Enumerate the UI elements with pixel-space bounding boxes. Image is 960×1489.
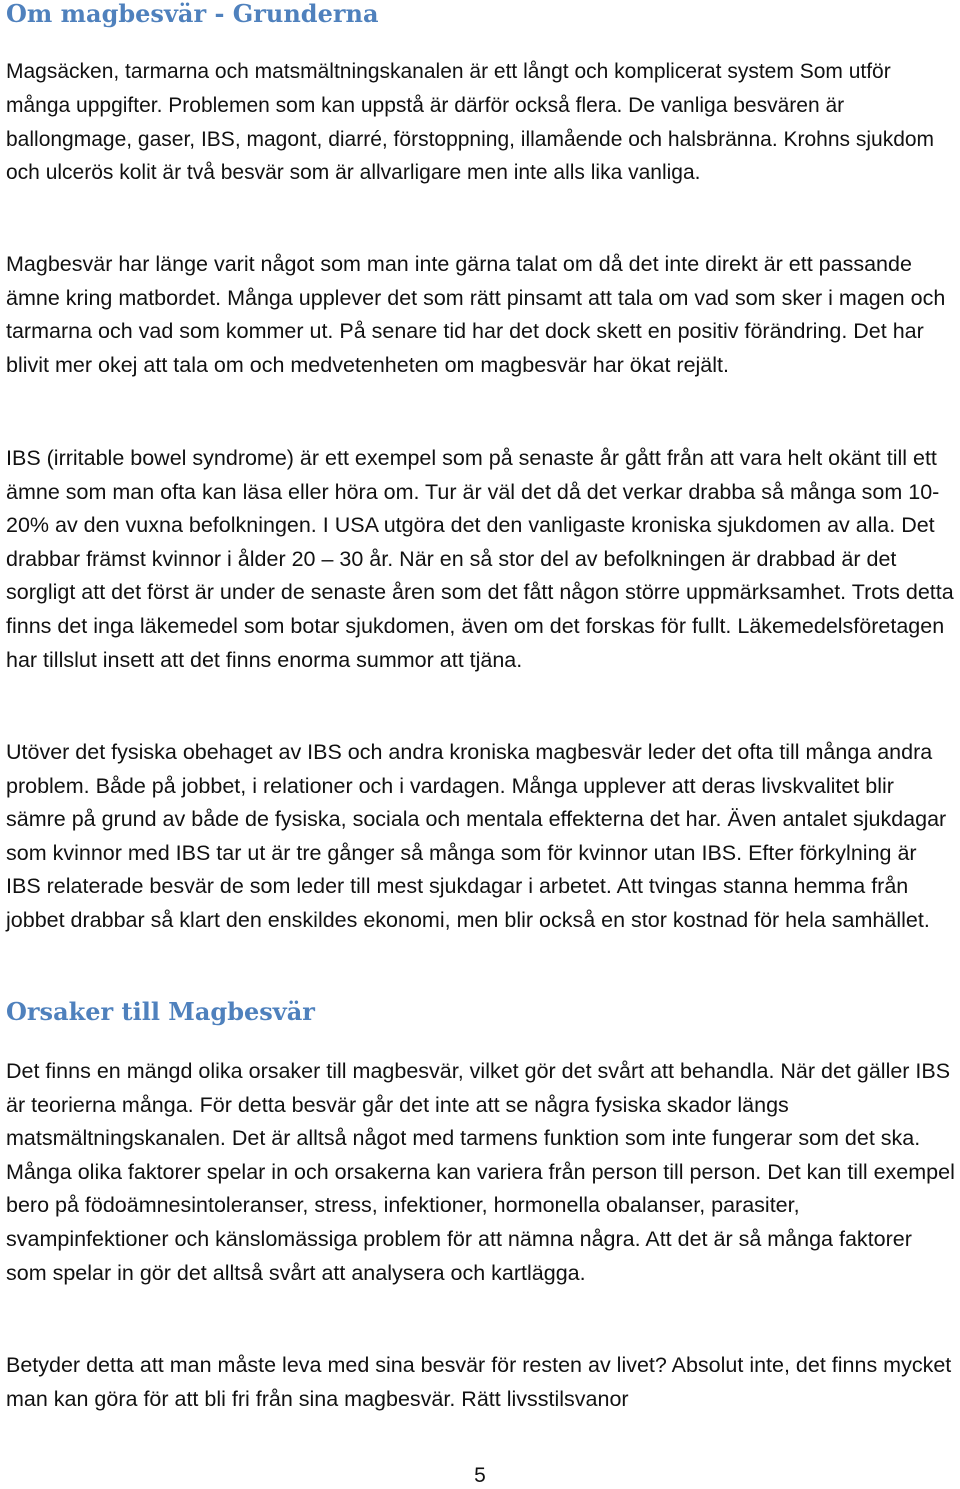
- paragraph-intro: Magsäcken, tarmarna och matsmältningskanalen är ett långt och komplicerat system Som utför många uppgifter. Problemen som kan uppstå är därför också flera. De vanliga besvären är ballongmage, gaser, IBS, magont, diarré, förstoppning, illamående och halsbränna. Krohns sjukdom och ulcerös kolit är två besvär som är allvarligare men inte alls lika vanliga.: [6, 60, 935, 185]
- section-heading-orsaker: Orsaker till Magbesvär: [6, 997, 315, 1026]
- section-heading-grunderna: Om magbesvär - Grunderna: [6, 0, 379, 28]
- paragraph-causes: Det finns en mängd olika orsaker till magbesvär, vilket gör det svårt att behandla. När det gäller IBS är teorierna många. För detta besvär går det inte att se några fysiska skador längs matsmältningskanalen. Det är alltså något med tarmens funktion som inte fungerar som det ska. Många olika faktorer spelar in och orsakerna kan variera från person till person. Det kan till exempel bero på födoämnesintoleranser, stress, infektioner, hormonella obalanser, parasiter, svampinfektioner och känslomässiga problem för att nämna några. Att det är så många faktorer som spelar in gör det alltså svårt att analysera och kartlägga.: [6, 1059, 955, 1285]
- paragraph-effects: Utöver det fysiska obehaget av IBS och andra kroniska magbesvär leder det ofta till många andra problem. Både på jobbet, i relationer och i vardagen. Många upplever att deras livskvalitet blir sämre på grund av både de fysiska, sociala och mentala effekterna det har. Även antalet sjukdagar som kvinnor med IBS tar ut är tre gånger så många som för kvinnor utan IBS. Efter förkylning är IBS relaterade besvär de som leder till mest sjukdagar i arbetet. Att tvingas stanna hemma från jobbet drabbar så klart den enskildes ekonomi, men blir också en stor kostnad för hela samhället.: [6, 740, 947, 932]
- paragraph-ibs: IBS (irritable bowel syndrome) är ett exempel som på senaste år gått från att vara helt okänt till ett ämne som man ofta kan läsa eller höra om. Tur är väl det då det verkar drabba så många som 10-20% av den vuxna befolkningen. I USA utgöra det den vanligaste kroniska sjukdomen av alla. Det drabbar främst kvinnor i ålder 20 – 30 år. När en så stor del av befolkningen är drabbad är det sorgligt att det först är under de senaste åren som det fått någon större uppmärksamhet. Trots detta finns det inga läkemedel som botar sjukdomen, även om det forskas för fullt. Läkemedelsföretagen har tillslut insett att det finns enorma summor att tjäna.: [6, 446, 954, 672]
- paragraph-conclusion: Betyder detta att man måste leva med sina besvär för resten av livet? Absolut inte, det finns mycket man kan göra för att bli fri från sina magbesvär. Rätt livsstilsvanor: [6, 1353, 952, 1411]
- page-number: 5: [474, 1464, 486, 1487]
- paragraph-taboo: Magbesvär har länge varit något som man inte gärna talat om då det inte direkt är ett passande ämne kring matbordet. Många upplever det som rätt pinsamt att tala om vad som sker i magen och tarmarna och vad som kommer ut. På senare tid har det dock skett en positiv förändring. Det har blivit mer okej att tala om och medvetenheten om magbesvär har ökat rejält.: [6, 252, 946, 377]
